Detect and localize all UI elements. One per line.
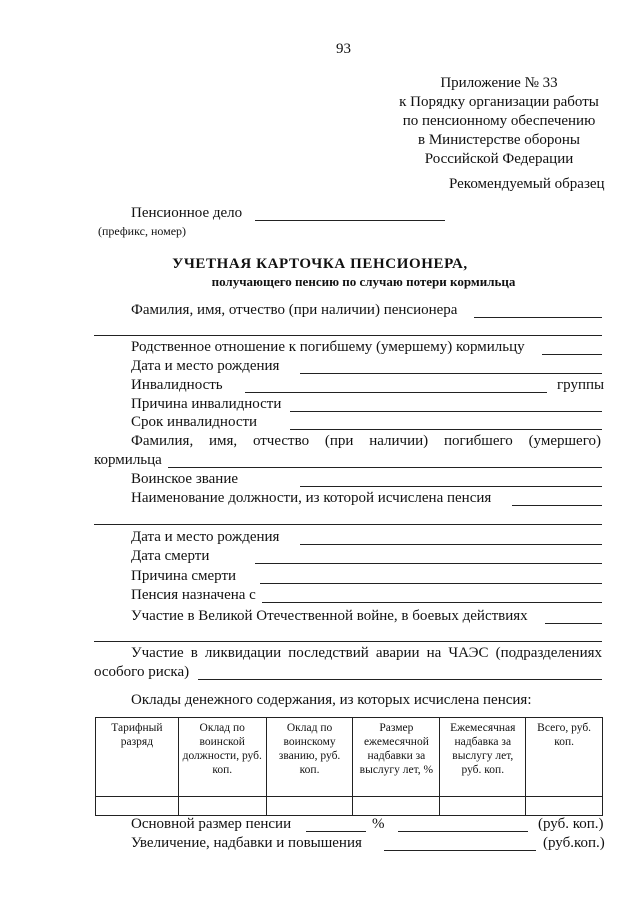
groups-label: группы <box>557 377 605 393</box>
appendix-line-5: Российской Федерации <box>424 151 574 167</box>
page-number: 93 <box>336 41 351 57</box>
death-date-label: Дата смерти <box>131 548 210 564</box>
relation-line[interactable] <box>542 354 602 355</box>
pension-from-line[interactable] <box>262 602 602 603</box>
cell-tariff-grade[interactable] <box>96 797 179 816</box>
disability-term-line[interactable] <box>290 429 602 430</box>
breadwinner-name-label-2: кормильца <box>94 452 162 468</box>
birth-line[interactable] <box>300 373 602 374</box>
rank-label: Воинское звание <box>131 471 239 487</box>
disability-label: Инвалидность <box>131 377 223 393</box>
appendix-line-3: по пенсионному обеспечению <box>402 113 596 129</box>
salary-table <box>95 717 603 816</box>
base-rub-label: (руб. коп.) <box>538 816 604 832</box>
birth-label: Дата и место рождения <box>131 358 280 374</box>
disability-line[interactable] <box>245 392 547 393</box>
cell-position-salary[interactable] <box>178 797 266 816</box>
case-field-line[interactable] <box>255 220 445 221</box>
death-date-line[interactable] <box>255 563 602 564</box>
wwii-label: Участие в Великой Отечественной войне, в боевых действиях <box>131 608 528 624</box>
table-row <box>96 797 603 816</box>
cell-seniority-amount[interactable] <box>440 797 526 816</box>
salaries-label: Оклады денежного содержания, из которых исчислена пенсия: <box>131 692 532 708</box>
pension-from-label: Пенсия назначена с <box>131 587 256 603</box>
increase-rub-label: (руб.коп.) <box>543 835 605 851</box>
wwii-line-2[interactable] <box>94 641 602 642</box>
relation-label: Родственное отношение к погибшему (умершему) кормильцу <box>131 339 525 355</box>
pensioner-name-label: Фамилия, имя, отчество (при наличии) пенсионера <box>131 302 458 318</box>
base-amount-line[interactable] <box>398 831 528 832</box>
chernobyl-line[interactable] <box>198 679 602 680</box>
appendix-line-2: к Порядку организации работы <box>399 94 599 110</box>
breadwinner-name-label: Фамилия, имя, отчество (при наличии) погибшего (умершего) <box>131 433 601 449</box>
increase-line[interactable] <box>384 850 536 851</box>
position-line[interactable] <box>512 505 602 506</box>
appendix-block <box>380 74 618 169</box>
chernobyl-label: Участие в ликвидации последствий аварии на ЧАЭС (подразделениях <box>131 645 602 661</box>
pensioner-name-line-2[interactable] <box>94 335 602 336</box>
recommended-sample: Рекомендуемый образец <box>449 176 605 192</box>
disability-cause-label: Причина инвалидности <box>131 396 282 412</box>
death-cause-line[interactable] <box>260 583 602 584</box>
cell-seniority-percent[interactable] <box>353 797 440 816</box>
col-tariff-grade: Тарифный разряд <box>96 718 179 797</box>
breadwinner-name-line[interactable] <box>168 467 602 468</box>
percent-sign: % <box>372 816 385 832</box>
disability-term-label: Срок инвалидности <box>131 414 258 430</box>
col-seniority-amount: Ежемесячная надбавка за выслугу лет, руб. коп. <box>440 718 526 797</box>
rank-line[interactable] <box>300 486 602 487</box>
case-label: Пенсионное дело <box>131 205 243 221</box>
form-title: УЧЕТНАЯ КАРТОЧКА ПЕНСИОНЕРА, <box>172 256 468 272</box>
death-cause-label: Причина смерти <box>131 568 237 584</box>
birth2-label: Дата и место рождения <box>131 529 280 545</box>
position-label: Наименование должности, из которой исчислена пенсия <box>131 490 492 506</box>
col-seniority-percent: Размер ежемесячной надбавки за выслугу лет, % <box>353 718 440 797</box>
case-sub-label: (префикс, номер) <box>98 224 187 238</box>
col-total: Всего, руб. коп. <box>526 718 603 797</box>
base-pension-label: Основной размер пенсии <box>131 816 292 832</box>
table-header-row <box>96 718 603 797</box>
form-subtitle: получающего пенсию по случаю потери кормильца <box>211 274 516 289</box>
pensioner-name-line[interactable] <box>474 317 602 318</box>
col-position-salary: Оклад по воинской должности, руб. коп. <box>178 718 266 797</box>
appendix-line-1: Приложение № 33 <box>440 75 558 91</box>
cell-total[interactable] <box>526 797 603 816</box>
appendix-line-4: в Министерстве обороны <box>418 132 580 148</box>
disability-cause-line[interactable] <box>290 411 602 412</box>
increase-label: Увеличение, надбавки и повышения <box>131 835 362 851</box>
birth2-line[interactable] <box>300 544 602 545</box>
wwii-line[interactable] <box>545 623 602 624</box>
position-line-2[interactable] <box>94 524 602 525</box>
base-percent-line[interactable] <box>306 831 366 832</box>
chernobyl-label-2: особого риска) <box>94 664 190 680</box>
col-rank-salary: Оклад по воинскому званию, руб. коп. <box>266 718 353 797</box>
cell-rank-salary[interactable] <box>266 797 353 816</box>
